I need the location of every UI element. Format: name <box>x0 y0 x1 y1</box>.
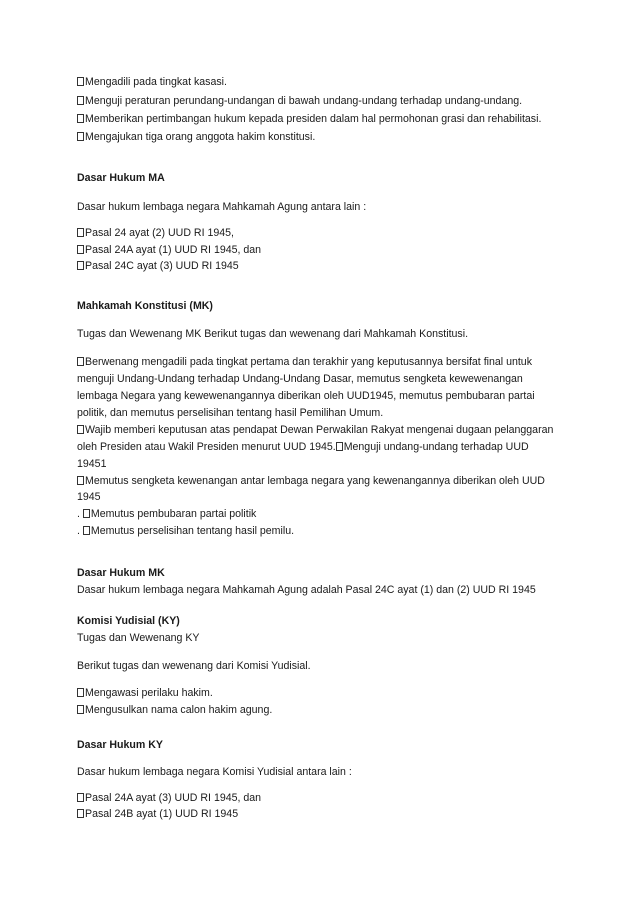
checkbox-glyph-icon <box>83 509 90 518</box>
checkbox-glyph-icon <box>83 526 90 535</box>
list-item-text: Pasal 24 ayat (2) UUD RI 1945, <box>85 227 234 239</box>
list-item <box>77 791 261 806</box>
list-item <box>77 807 238 822</box>
mk-intro: Tugas dan Wewenang MK Berikut tugas dan wewenang dari Mahkamah Konstitusi. <box>77 328 469 340</box>
paragraph-text: Menguji undang-undang terhadap UUD <box>343 441 529 453</box>
paragraph-text: . <box>77 508 83 520</box>
section-heading-ky-dasar: Dasar Hukum KY <box>77 739 163 751</box>
list-item-text: Menguji peraturan perundang-undangan di bawah undang-undang terhadap undang-undang. <box>85 95 523 107</box>
checkbox-glyph-icon <box>77 809 84 818</box>
paragraph-line: menguji Undang-Undang terhadap Undang-Undang Dasar, memutus sengketa kewewenangan <box>77 373 523 385</box>
checkbox-glyph-icon <box>77 705 84 714</box>
list-item <box>77 703 272 718</box>
checkbox-glyph-icon <box>336 442 343 451</box>
list-item-text: Mengajukan tiga orang anggota hakim konstitusi. <box>85 131 316 143</box>
section-heading-ma: Dasar Hukum MA <box>77 172 165 184</box>
section-heading-mk-dasar: Dasar Hukum MK <box>77 567 165 579</box>
checkbox-glyph-icon <box>77 245 84 254</box>
paragraph-text: oleh Presiden atau Wakil Presiden menurut UUD 1945. <box>77 441 336 453</box>
paragraph-line <box>77 355 532 370</box>
section-heading-mk: Mahkamah Konstitusi (MK) <box>77 300 213 312</box>
paragraph-line: politik, dan memutus perselisihan tentang hasil Pemilihan Umum. <box>77 407 384 419</box>
paragraph-text: Wajib memberi keputusan atas pendapat Dewan Perwakilan Rakyat mengenai dugaan pelanggaran <box>85 424 554 436</box>
ma-intro: Dasar hukum lembaga negara Mahkamah Agung antara lain : <box>77 201 367 213</box>
list-item-text: Memberikan pertimbangan hukum kepada presiden dalam hal permohonan grasi dan rehabilitasi. <box>85 113 542 125</box>
checkbox-glyph-icon <box>77 476 84 485</box>
paragraph-text: . <box>77 525 83 537</box>
checkbox-glyph-icon <box>77 132 84 141</box>
list-item <box>77 259 239 274</box>
paragraph-line <box>77 524 294 539</box>
list-item-text: Pasal 24A ayat (3) UUD RI 1945, dan <box>85 792 262 804</box>
list-item <box>77 226 234 241</box>
list-item-text: Pasal 24B ayat (1) UUD RI 1945 <box>85 808 239 820</box>
paragraph-line <box>77 507 256 522</box>
paragraph-line <box>77 440 529 455</box>
paragraph-line: 19451 <box>77 458 107 470</box>
list-item-text: Pasal 24C ayat (3) UUD RI 1945 <box>85 260 239 272</box>
mk-dasar-text: Dasar hukum lembaga negara Mahkamah Agung adalah Pasal 24C ayat (1) dan (2) UUD RI 1945 <box>77 584 536 596</box>
paragraph-line <box>77 423 553 438</box>
list-item <box>77 130 315 145</box>
paragraph-text: Memutus sengketa kewenangan antar lembaga negara yang kewenangannya diberikan oleh UUD <box>85 475 545 487</box>
list-item <box>77 686 213 701</box>
paragraph-line: lembaga Negara yang kewewenangannya diberikan oleh UUD1945, memutus pembubaran partai <box>77 390 535 402</box>
checkbox-glyph-icon <box>77 261 84 270</box>
paragraph-text: Memutus perselisihan tentang hasil pemilu. <box>90 525 295 537</box>
checkbox-glyph-icon <box>77 425 84 434</box>
checkbox-glyph-icon <box>77 96 84 105</box>
list-item-text: Pasal 24A ayat (1) UUD RI 1945, dan <box>85 244 262 256</box>
checkbox-glyph-icon <box>77 793 84 802</box>
checkbox-glyph-icon <box>77 114 84 123</box>
list-item-text: Mengawasi perilaku hakim. <box>85 687 213 699</box>
paragraph-line: 1945 <box>77 491 101 503</box>
checkbox-glyph-icon <box>77 77 84 86</box>
paragraph-line <box>77 474 545 489</box>
paragraph-text: Berwenang mengadili pada tingkat pertama dan terakhir yang keputusannya bersifat final untuk <box>85 356 532 368</box>
ky-subheading: Tugas dan Wewenang KY <box>77 632 200 644</box>
list-item <box>77 243 261 258</box>
list-item <box>77 75 227 90</box>
checkbox-glyph-icon <box>77 357 84 366</box>
list-item <box>77 112 541 127</box>
list-item-text: Mengadili pada tingkat kasasi. <box>85 76 227 88</box>
ky-intro: Berikut tugas dan wewenang dari Komisi Yudisial. <box>77 660 311 672</box>
ky-dasar-intro: Dasar hukum lembaga negara Komisi Yudisial antara lain : <box>77 766 352 778</box>
list-item <box>77 94 522 109</box>
checkbox-glyph-icon <box>77 688 84 697</box>
checkbox-glyph-icon <box>77 228 84 237</box>
list-item-text: Mengusulkan nama calon hakim agung. <box>85 704 273 716</box>
section-heading-ky: Komisi Yudisial (KY) <box>77 615 180 627</box>
paragraph-text: Memutus pembubaran partai politik <box>90 508 257 520</box>
